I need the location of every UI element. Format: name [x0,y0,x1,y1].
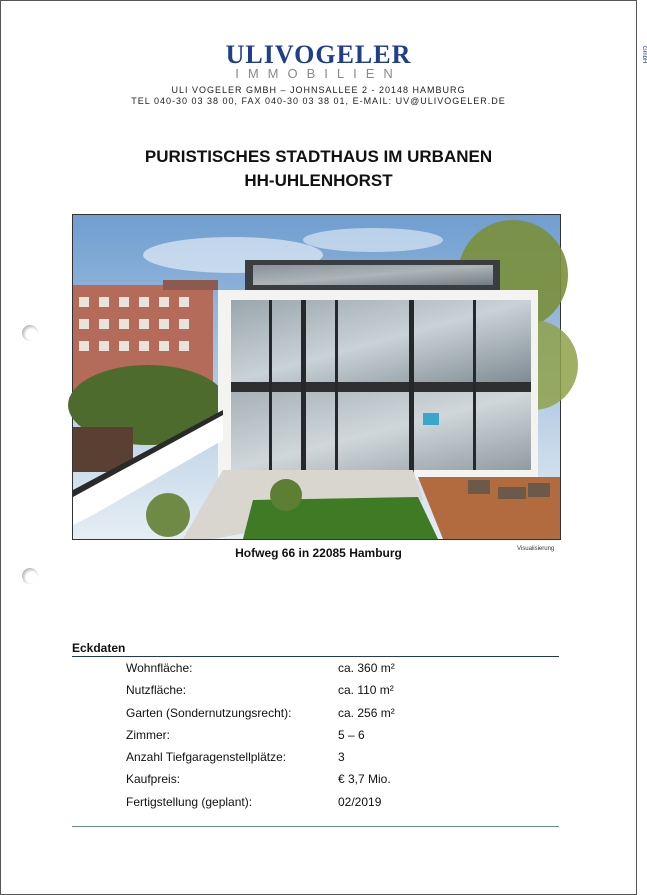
fact-row [126,772,395,794]
fact-value: ca. 360 m² [338,661,395,675]
fact-value: € 3,7 Mio. [338,772,391,787]
fact-row [126,683,395,705]
logo-wordmark: ULIVOGELER [225,40,412,69]
eckdaten-heading: Eckdaten [72,641,126,655]
photo-caption: Hofweg 66 in 22085 Hamburg [235,546,402,560]
fact-label: Fertigstellung (geplant): [126,794,253,809]
fact-label: Anzahl Tiefgaragenstellplätze: [126,750,287,765]
eckdaten-list [126,661,395,817]
building-photo [72,214,561,540]
address-line-1: ULI VOGELER GMBH – JOHNSALLEE 2 - 20148 HAMBURG [171,85,466,95]
fact-label: Wohnfläche: [126,661,193,675]
title-line-2: HH-UHLENHORST [244,171,393,190]
company-address [0,85,637,107]
fact-value: 3 [338,750,345,765]
document-title [0,145,637,193]
fact-row [126,795,395,817]
fact-value: 5 – 6 [338,727,365,742]
fact-row [126,728,395,750]
section-divider-bottom [72,826,559,827]
section-divider-top [72,656,559,657]
fact-label: Garten (Sondernutzungsrecht): [126,705,292,720]
punch-hole-lower [22,568,38,584]
logo-subtitle: IMMOBILIEN [235,66,402,81]
photo-note: Visualisierung [517,546,555,552]
fact-row [126,706,395,728]
address-line-2: TEL 040-30 03 38 00, FAX 040-30 03 38 01, E-MAIL: UV@ULIVOGELER.DE [131,96,506,106]
fact-row [126,661,395,683]
fact-label: Zimmer: [126,727,170,742]
logo-gmbh: GmbH [641,46,647,64]
fact-value: ca. 110 m² [338,683,394,698]
punch-hole-upper [22,325,38,341]
fact-value: ca. 256 m² [338,705,395,720]
fact-value: 02/2019 [338,794,382,809]
fact-label: Nutzfläche: [126,683,187,698]
fact-label: Kaufpreis: [126,772,181,787]
fact-row [126,750,395,772]
title-line-1: PURISTISCHES STADTHAUS IM URBANEN [144,147,493,166]
